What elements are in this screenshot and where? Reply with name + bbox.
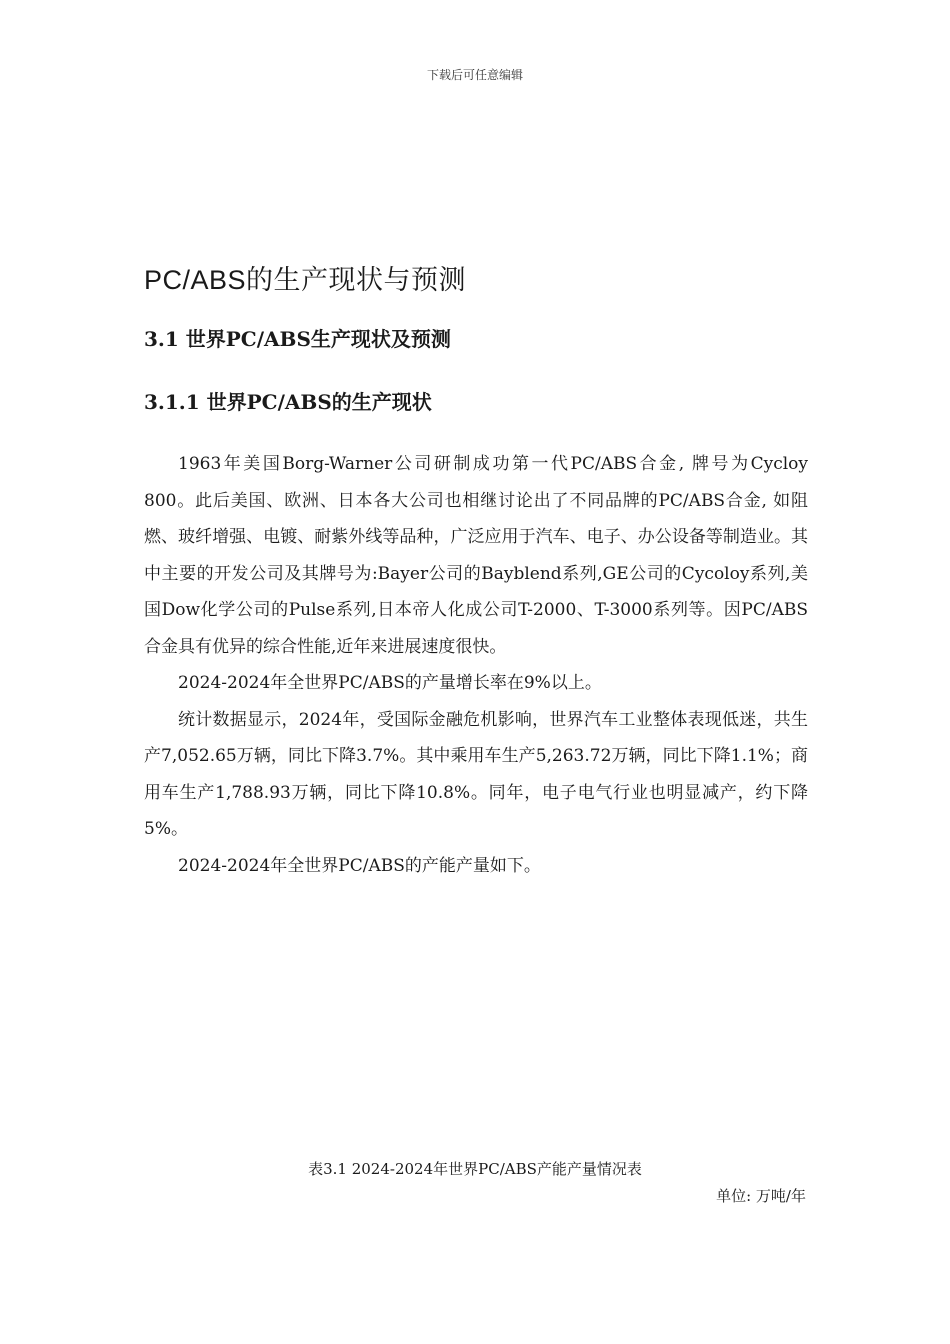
header-note: 下载后可任意编辑 — [426, 68, 523, 82]
table-caption: 表3.1 2024-2024年世界PC/ABS产能产量情况表 — [308, 1160, 642, 1178]
paragraph: 2024-2024年全世界PC/ABS的产能产量如下。 — [178, 855, 541, 876]
paragraph: 2024-2024年全世界PC/ABS的产量增长率在9%以上。 — [178, 673, 602, 693]
table-unit: 单位: 万吨/年 — [716, 1187, 806, 1205]
paragraph: 统计数据显示，2024年，受国际金融危机影响，世界汽车工业整体表现低迷，共生产7,052.65万辆，同比下降3.7%。其中乘用车生产5,263.72万辆，同比下降1.1%；商用车生产1,788.93万辆，同比下降10.8%。同年，电子电气行业也明显减产，约下降5%。 — [144, 709, 808, 839]
section-heading: 3.1 世界PC/ABS生产现状及预测 — [144, 327, 451, 351]
body-text — [144, 446, 808, 884]
document-title: PC/ABS的生产现状与预测 — [144, 265, 467, 295]
subsection-heading: 3.1.1 世界PC/ABS的生产现状 — [144, 390, 432, 414]
paragraph: 1963年美国Borg-Warner公司研制成功第一代PC/ABS合金, 牌号为Cycloy 800。此后美国、欧洲、日本各大公司也相继讨论出了不同品牌的PC/ABS合金, 如阻燃、玻纤增强、电镀、耐紫外线等品种，广泛应用于汽车、电子、办公设备等制造业。其中主要的开发公司及其牌号为:Bayer公司的Bayblend系列,GE公司的Cycoloy系列,美国Dow化学公司的Pulse系列,日本帝人化成公司T-2000、T-3000系列等。因PC/ABS合金具有优异的综合性能,近年来进展速度很快。 — [144, 454, 808, 657]
